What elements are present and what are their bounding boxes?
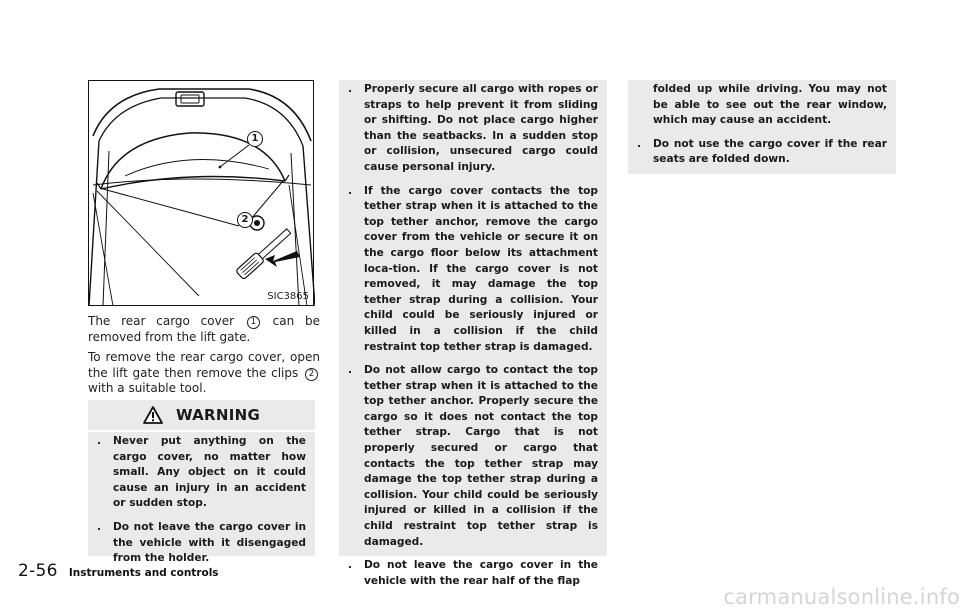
warning-item-continued xyxy=(628,82,887,129)
bullet: . xyxy=(97,520,102,533)
warning-item-text: Properly secure all cargo with ropes or straps to help prevent it from sliding or shifting. Do not place cargo higher than the seatbacks. In a sudden stop or collision, unsecured cargo could cause personal injury. xyxy=(364,83,598,173)
warning-list-column-3 xyxy=(628,82,896,176)
warning-item xyxy=(628,137,887,168)
bullet: . xyxy=(348,184,353,197)
warning-item xyxy=(88,520,306,567)
warning-item-text: Do not allow cargo to contact the top tether strap when it is attached to the top tether anchor. Properly secure the cargo so it does not contact the top tether strap. Cargo that is not properly secured or cargo that contacts the top tether strap may damage the top tether strap during a collision. Your child could be seriously injured or killed in a collision if the child restraint top tether strap is damaged. xyxy=(364,364,598,548)
intro-paragraph-1 xyxy=(88,314,320,345)
warning-item-text: If the cargo cover contacts the top tether strap when it is attached to the top tether anchor, remove the cargo cover from the vehicle or secure it on the cargo floor below its attachment loca-tion. If the cargo cover is not removed, it may damage the top tether strap during a collision. Your child could be seriously injured or killed in a collision if the child restraint top tether strap is damaged. xyxy=(364,184,598,353)
bullet: . xyxy=(348,364,353,377)
callout-1-label: 1 xyxy=(251,133,259,144)
callout-1-marker xyxy=(247,131,263,147)
watermark: carmanualsonline.info xyxy=(723,585,960,609)
warning-item-text: Never put anything on the cargo cover, no matter how small. Any object on it could cause an injury in an accident or sudden stop. xyxy=(113,435,306,510)
warning-list-column-1 xyxy=(88,434,315,575)
figure-code: SIC3865 xyxy=(267,291,309,302)
warning-item-text: Do not leave the cargo cover in the vehicle with the rear half of the flap xyxy=(364,559,598,587)
warning-item-text: Do not use the cargo cover if the rear seats are folded down. xyxy=(653,137,887,166)
bullet: . xyxy=(97,435,102,447)
intro-p2-text-b: with a suitable tool. xyxy=(88,381,207,395)
page-footer xyxy=(18,561,219,581)
intro-p1-text-a: The rear cargo cover xyxy=(88,314,235,328)
warning-item-text: folded up while driving. You may not be able to see out the rear window, which may cause an accident. xyxy=(653,83,887,127)
warning-item xyxy=(339,82,598,176)
warning-list-column-2 xyxy=(339,82,607,597)
warning-item xyxy=(88,434,306,512)
cargo-cover-drawing xyxy=(89,81,315,307)
warning-item xyxy=(339,363,598,550)
warning-header xyxy=(88,400,315,430)
callout-2-marker xyxy=(237,212,253,228)
callout-2-label: 2 xyxy=(241,214,249,225)
bullet: . xyxy=(637,137,642,150)
warning-item xyxy=(339,184,598,356)
bullet: . xyxy=(348,559,353,572)
intro-p1-text-b: can be removed from the lift gate. xyxy=(88,314,320,344)
warning-title: WARNING xyxy=(175,406,261,424)
section-title: Instruments and controls xyxy=(68,567,219,579)
warning-triangle-icon xyxy=(143,406,163,424)
intro-paragraph-2 xyxy=(88,350,320,397)
callout-ref-2: 2 xyxy=(305,368,318,381)
intro-p2-text-a: To remove the rear cargo cover, open the lift gate then remove the clips xyxy=(88,350,320,380)
warning-item xyxy=(339,558,598,589)
bullet: . xyxy=(348,83,353,95)
cargo-cover-illustration xyxy=(88,80,314,306)
page-number: 2-56 xyxy=(18,561,58,581)
callout-ref-1: 1 xyxy=(247,316,260,329)
warning-item-text: Do not leave the cargo cover in the vehicle with it disengaged from the holder. xyxy=(113,520,306,565)
